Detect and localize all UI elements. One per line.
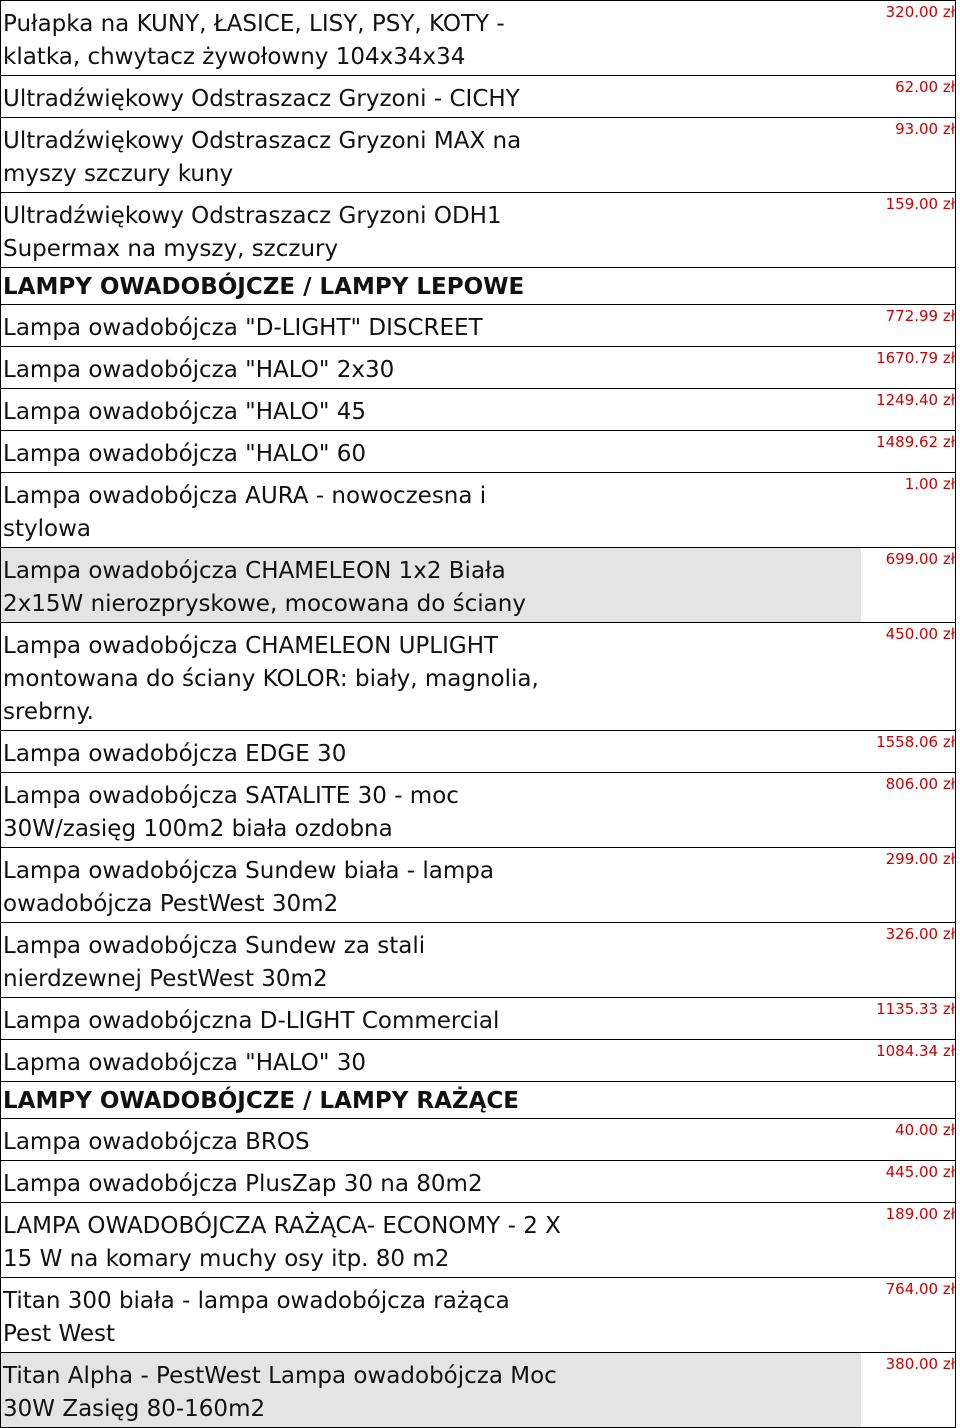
product-price (861, 1082, 955, 1119)
table-row (1, 305, 956, 347)
product-name-text: Lampa owadobójcza SATALITE 30 - moc 30W/zasięg 100m2 biała ozdobna (3, 783, 459, 842)
product-name-text: Lampa owadobójcza Sundew za stali nierdzewnej PestWest 30m2 (3, 933, 426, 992)
product-name-text: Ultradźwiękowy Odstraszacz Gryzoni ODH1 Supermax na myszy, szczury (3, 203, 502, 262)
product-price: 380.00 zł (861, 1353, 955, 1428)
product-name (1, 305, 862, 347)
product-price: 62.00 zł (861, 76, 955, 118)
product-name (1, 389, 862, 431)
product-price: 1135.33 zł (861, 998, 955, 1040)
table-body (1, 1, 956, 1428)
product-price: 772.99 zł (861, 305, 955, 347)
table-row (1, 1119, 956, 1161)
product-name (1, 731, 862, 773)
table-row (1, 848, 956, 923)
product-price: 764.00 zł (861, 1278, 955, 1353)
product-name-text: Lampa owadobójcza CHAMELEON 1x2 Biała 2x15W nierozpryskowe, mocowana do ściany (3, 558, 526, 617)
product-name-text: Lampa owadobójcza Sundew biała - lampa owadobójcza PestWest 30m2 (3, 858, 494, 917)
category-row (1, 1082, 956, 1119)
table-row (1, 1353, 956, 1428)
product-name-text: Lampa owadobójcza PlusZap 30 na 80m2 (3, 1171, 483, 1197)
table-row (1, 347, 956, 389)
product-name (1, 118, 862, 193)
product-price: 445.00 zł (861, 1161, 955, 1203)
product-name (1, 76, 862, 118)
table-row (1, 193, 956, 268)
table-row (1, 923, 956, 998)
category-heading (1, 268, 862, 305)
product-price: 806.00 zł (861, 773, 955, 848)
product-name (1, 1119, 862, 1161)
product-name (1, 623, 862, 731)
product-price: 189.00 zł (861, 1203, 955, 1278)
product-name (1, 998, 862, 1040)
product-name-text: Lampa owadobójcza BROS (3, 1129, 310, 1155)
product-name (1, 347, 862, 389)
table-row (1, 623, 956, 731)
product-name (1, 1353, 862, 1428)
product-price: 1.00 zł (861, 473, 955, 548)
product-name (1, 1203, 862, 1278)
product-name (1, 923, 862, 998)
table-row (1, 773, 956, 848)
product-name-text: Lampa owadobójczna D-LIGHT Commercial (3, 1008, 500, 1034)
table-row (1, 389, 956, 431)
product-name (1, 1040, 862, 1082)
product-name (1, 473, 862, 548)
product-price: 299.00 zł (861, 848, 955, 923)
category-row (1, 268, 956, 305)
product-price (861, 268, 955, 305)
product-name-text: Ultradźwiękowy Odstraszacz Gryzoni MAX na myszy szczury kuny (3, 128, 522, 187)
table-row (1, 1203, 956, 1278)
product-name-text: Lapma owadobójcza "HALO" 30 (3, 1050, 367, 1076)
product-name-text: Titan Alpha - PestWest Lampa owadobójcza Moc 30W Zasięg 80-160m2 (3, 1363, 557, 1422)
table-row (1, 1040, 956, 1082)
category-heading (1, 1082, 862, 1119)
product-name-text: Titan 300 biała - lampa owadobójcza rażąca Pest West (3, 1288, 510, 1347)
table-row (1, 548, 956, 623)
product-name (1, 1278, 862, 1353)
product-name-text: Pułapka na KUNY, ŁASICE, LISY, PSY, KOTY - klatka, chwytacz żywołowny 104x34x34 (3, 11, 505, 70)
product-price: 159.00 zł (861, 193, 955, 268)
table-row (1, 473, 956, 548)
category-heading-text: LAMPY OWADOBÓJCZE / LAMPY RAŻĄCE (3, 1088, 519, 1114)
product-price: 1084.34 zł (861, 1040, 955, 1082)
product-name-text: Ultradźwiękowy Odstraszacz Gryzoni - CICHY (3, 86, 520, 112)
product-name-text: LAMPA OWADOBÓJCZA RAŻĄCA- ECONOMY - 2 X 15 W na komary muchy osy itp. 80 m2 (3, 1213, 561, 1272)
product-name (1, 1, 862, 76)
product-name (1, 193, 862, 268)
product-price: 450.00 zł (861, 623, 955, 731)
product-price: 1249.40 zł (861, 389, 955, 431)
product-name-text: Lampa owadobójcza CHAMELEON UPLIGHT montowana do ściany KOLOR: biały, magnolia, srebrny. (3, 633, 539, 725)
table-row (1, 1, 956, 76)
product-name (1, 548, 862, 623)
product-name-text: Lampa owadobójcza "HALO" 45 (3, 399, 367, 425)
product-price: 320.00 zł (861, 1, 955, 76)
product-name (1, 773, 862, 848)
table-row (1, 1161, 956, 1203)
table-row (1, 998, 956, 1040)
product-price: 1558.06 zł (861, 731, 955, 773)
category-heading-text: LAMPY OWADOBÓJCZE / LAMPY LEPOWE (3, 274, 525, 300)
table-row (1, 731, 956, 773)
product-price: 40.00 zł (861, 1119, 955, 1161)
table-row (1, 118, 956, 193)
product-name-text: Lampa owadobójcza AURA - nowoczesna i stylowa (3, 483, 487, 542)
product-name (1, 848, 862, 923)
product-name-text: Lampa owadobójcza EDGE 30 (3, 741, 347, 767)
product-name (1, 431, 862, 473)
table-row (1, 1278, 956, 1353)
table-row (1, 76, 956, 118)
product-name-text: Lampa owadobójcza "D-LIGHT" DISCREET (3, 315, 483, 341)
product-name (1, 1161, 862, 1203)
product-price: 1489.62 zł (861, 431, 955, 473)
table-row (1, 431, 956, 473)
product-name-text: Lampa owadobójcza "HALO" 2x30 (3, 357, 395, 383)
product-name-text: Lampa owadobójcza "HALO" 60 (3, 441, 367, 467)
product-price: 326.00 zł (861, 923, 955, 998)
product-price: 93.00 zł (861, 118, 955, 193)
product-price: 1670.79 zł (861, 347, 955, 389)
product-price: 699.00 zł (861, 548, 955, 623)
